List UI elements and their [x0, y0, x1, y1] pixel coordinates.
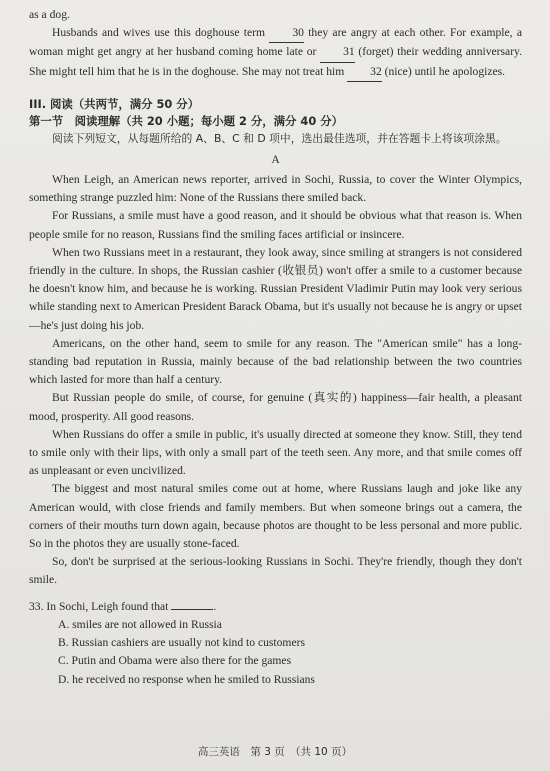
intro-paragraph: [29, 24, 522, 82]
section-instruction: 阅读下列短文，从每题所给的 A、B、C 和 D 项中，选出最佳选项，并在答题卡上将该项涂黑。: [52, 131, 507, 145]
intro-text-d: (nice) until he apologizes.: [381, 64, 506, 78]
question-end: .: [213, 599, 217, 613]
blank-31: 31: [320, 43, 355, 62]
intro-text-c: (forget) their wedding anniversary. She might tell him that he is in the doghouse. She may not treat him: [29, 45, 523, 78]
page-footer: 高三英语 第 3 页 （共 10 页）: [197, 746, 353, 758]
section-title: III. 阅读（共两节，满分 50 分）: [29, 96, 200, 111]
option-c: C. Putin and Obama were also there for the games: [58, 654, 292, 668]
question-options: [29, 616, 522, 689]
option-b: B. Russian cashiers are usually not kind to customers: [58, 636, 305, 650]
blank-30: 30: [269, 24, 304, 43]
passage-paragraph: Americans, on the other hand, seem to smile for any reason. The "American smile" has a long-standing bad reputation in Russia, mainly because of the bad relationship between the two countries which lasted for more than half a century.: [29, 336, 522, 387]
blank-32: 32: [347, 63, 382, 82]
section-header: [29, 96, 522, 147]
option-a: A. smiles are not allowed in Russia: [58, 617, 222, 631]
question-stem-text: 33. In Sochi, Leigh found that: [29, 599, 169, 613]
passage-paragraph: For Russians, a smile must have a good reason, and it should be obvious what that reason is. When people smile for no reason, Russians find the smiling faces artificial or insincere.: [29, 209, 522, 241]
passage-paragraph: But Russian people do smile, of course, for genuine (真实的) happiness—fair health, a pleasant mood, prosperity. All good reasons.: [29, 391, 522, 423]
passage-label: A: [271, 152, 280, 166]
intro-text-b: they are angry at each other. For example, a woman might get angry at her husband coming home late or: [29, 26, 522, 59]
passage-paragraph: When two Russians meet in a restaurant, they look away, since smiling at strangers is not considered friendly in the culture. In shops, the Russian cashier (收银员) won't offer a smile to a customer because he doesn't know him, and because he is working. Russian President Vladimir Putin may look very serious while standing next to American President Barack Obama, but it's usually not because he is angry or upset—he's just doing his job.: [29, 245, 522, 332]
question-stem: [29, 598, 522, 616]
option-d: D. he received no response when he smiled to Russians: [58, 672, 315, 686]
section-subtitle: 第一节 阅读理解（共 20 小题；每小题 2 分，满分 40 分）: [29, 113, 344, 128]
question-blank: [171, 609, 213, 610]
passage-paragraph: When Leigh, an American news reporter, arrived in Sochi, Russia, to cover the Winter Olympics, something strange puzzled him: None of the Russians there smiled back.: [29, 173, 522, 205]
question-33: [29, 598, 522, 689]
passage-paragraph: So, don't be surprised at the serious-looking Russians in Sochi. They're friendly, though they don't smile.: [29, 555, 522, 587]
passage-paragraph: The biggest and most natural smiles come out at home, where Russians laugh and joke like any American would, with close friends and family members. But when someone brings out a camera, the corners of their mouths turn down again, because photos are thought to be less personal and more public. So in the photos they are usually stone-faced.: [29, 482, 522, 551]
passage: [29, 171, 522, 590]
passage-paragraph: When Russians do offer a smile in public, it's usually directed at someone they know. Still, they tend to smile only with their lips, with only a small part of the teeth seen. Any more, and that smile comes off as unpleasant or even uncivilized.: [29, 427, 522, 478]
intro-text-a: Husbands and wives use this doghouse term: [52, 26, 270, 40]
intro-line: as a dog.: [29, 8, 70, 21]
